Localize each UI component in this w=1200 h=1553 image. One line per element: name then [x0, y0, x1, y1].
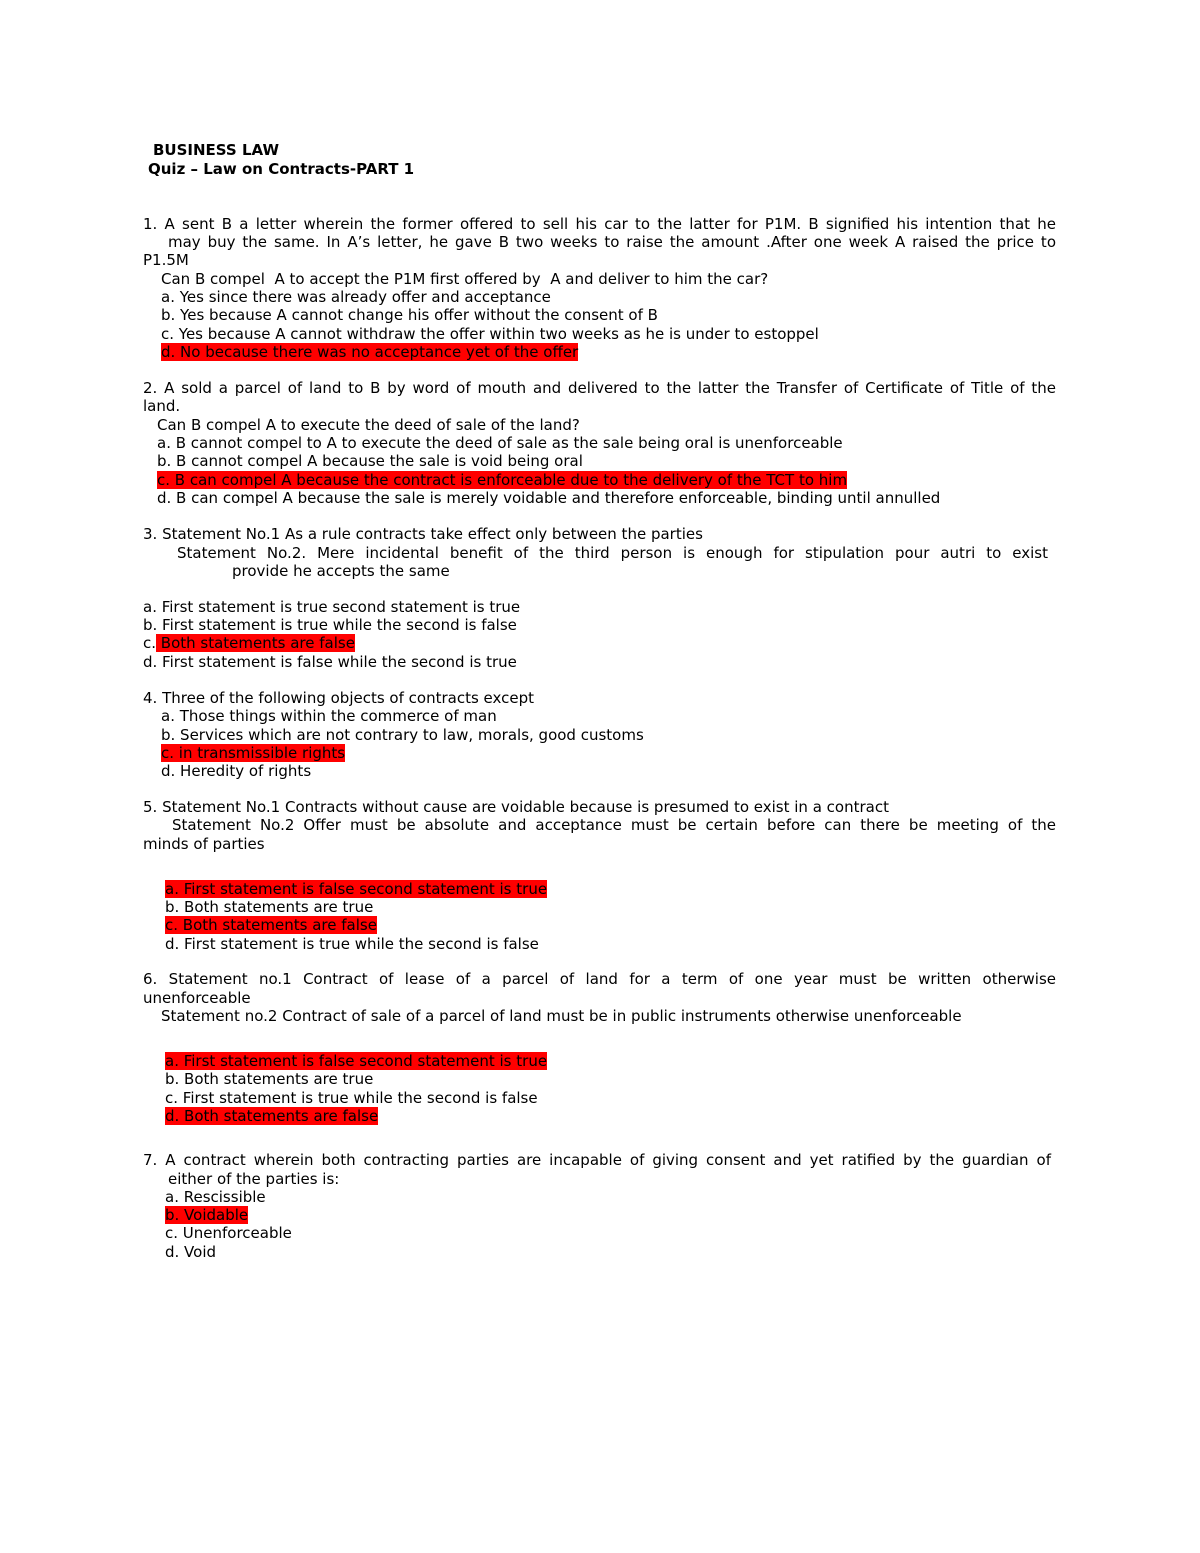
answer-highlight: c. Both statements are false: [165, 916, 377, 934]
q2-option-a: a. B cannot compel to A to execute the deed of sale as the sale being oral is unenforceable: [157, 434, 843, 452]
q4-option-c-answer: [161, 744, 345, 762]
q3-statement-2: Statement No.2. Mere incidental benefit of the third person is enough for stipulation pour autri to exist: [177, 544, 1048, 562]
q5-statement-1: 5. Statement No.1 Contracts without cause are voidable because is presumed to exist in a contract: [143, 798, 889, 816]
q1-stem-line1: 1. A sent B a letter wherein the former offered to sell his car to the latter for P1M. B signified his intention that he: [143, 215, 1056, 233]
document-subtitle: Quiz – Law on Contracts-PART 1: [148, 160, 415, 178]
answer-highlight: a. First statement is false second statement is true: [165, 1052, 548, 1070]
answer-highlight: c. in transmissible rights: [161, 744, 346, 762]
q6-option-d-answer: [165, 1107, 378, 1125]
q3-option-b: b. First statement is true while the second is false: [143, 616, 517, 634]
q1-option-a: a. Yes since there was already offer and acceptance: [161, 288, 551, 306]
q5-option-a-answer: [165, 880, 547, 898]
q3-statement-1: 3. Statement No.1 As a rule contracts take effect only between the parties: [143, 525, 703, 543]
q7-option-b-answer: [165, 1206, 248, 1224]
q3-option-c-answer: [143, 634, 355, 652]
q2-prompt: Can B compel A to execute the deed of sale of the land?: [157, 416, 580, 434]
answer-highlight: a. First statement is false second statement is true: [165, 880, 548, 898]
q3-option-a: a. First statement is true second statement is true: [143, 598, 521, 616]
q4-option-a: a. Those things within the commerce of man: [161, 707, 497, 725]
q2-option-d: d. B can compel A because the sale is merely voidable and therefore enforceable, binding until annulled: [157, 489, 941, 507]
q5-option-b: b. Both statements are true: [165, 898, 374, 916]
q6-option-b: b. Both statements are true: [165, 1070, 374, 1088]
answer-highlight: d. Both statements are false: [165, 1107, 379, 1125]
q3-option-d: d. First statement is false while the second is true: [143, 653, 517, 671]
q1-option-b: b. Yes because A cannot change his offer without the consent of B: [161, 306, 658, 324]
q3-statement-2-cont: provide he accepts the same: [232, 562, 450, 580]
q1-option-d-answer: [161, 343, 578, 361]
q5-statement-2: Statement No.2 Offer must be absolute and acceptance must be certain before can there be meeting of the: [172, 816, 1056, 834]
q6-option-c: c. First statement is true while the second is false: [165, 1089, 538, 1107]
q6-option-a-answer: [165, 1052, 547, 1070]
q7-stem-line1: 7. A contract wherein both contracting parties are incapable of giving consent and yet ratified by the guardian of: [143, 1151, 1051, 1169]
q1-stem-line3: P1.5M: [143, 251, 189, 269]
q6-statement-1-cont: unenforceable: [143, 989, 251, 1007]
q5-option-c-answer: [165, 916, 377, 934]
q1-stem-line2: may buy the same. In A’s letter, he gave B two weeks to raise the amount .After one week A raised the price to: [168, 233, 1056, 251]
q7-option-d: d. Void: [165, 1243, 217, 1261]
q2-option-c-answer: [157, 471, 847, 489]
q5-option-d: d. First statement is true while the second is false: [165, 935, 539, 953]
q4-option-b: b. Services which are not contrary to law, morals, good customs: [161, 726, 644, 744]
answer-highlight: b. Voidable: [165, 1206, 249, 1224]
q7-stem-line2: either of the parties is:: [168, 1170, 340, 1188]
q5-statement-2-cont: minds of parties: [143, 835, 265, 853]
document-title: BUSINESS LAW: [153, 141, 279, 159]
q2-option-b: b. B cannot compel A because the sale is void being oral: [157, 452, 583, 470]
answer-highlight: Both statements are false: [156, 634, 355, 652]
q4-stem: 4. Three of the following objects of contracts except: [143, 689, 534, 707]
q4-option-d: d. Heredity of rights: [161, 762, 312, 780]
q6-statement-1: 6. Statement no.1 Contract of lease of a parcel of land for a term of one year must be written otherwise: [143, 970, 1056, 988]
q7-option-a: a. Rescissible: [165, 1188, 266, 1206]
option-letter: c.: [143, 634, 157, 652]
answer-highlight: d. No because there was no acceptance yet of the offer: [161, 343, 579, 361]
q2-stem-line2: land.: [143, 397, 181, 415]
q1-prompt: Can B compel A to accept the P1M first offered by A and deliver to him the car?: [161, 270, 769, 288]
q7-option-c: c. Unenforceable: [165, 1224, 292, 1242]
answer-highlight: c. B can compel A because the contract is enforceable due to the delivery of the TCT to him: [157, 471, 848, 489]
q6-statement-2: Statement no.2 Contract of sale of a parcel of land must be in public instruments otherwise unenforceable: [161, 1007, 962, 1025]
q1-option-c: c. Yes because A cannot withdraw the offer within two weeks as he is under to estoppel: [161, 325, 819, 343]
q2-stem-line1: 2. A sold a parcel of land to B by word of mouth and delivered to the latter the Transfer of Certificate of Title of the: [143, 379, 1056, 397]
